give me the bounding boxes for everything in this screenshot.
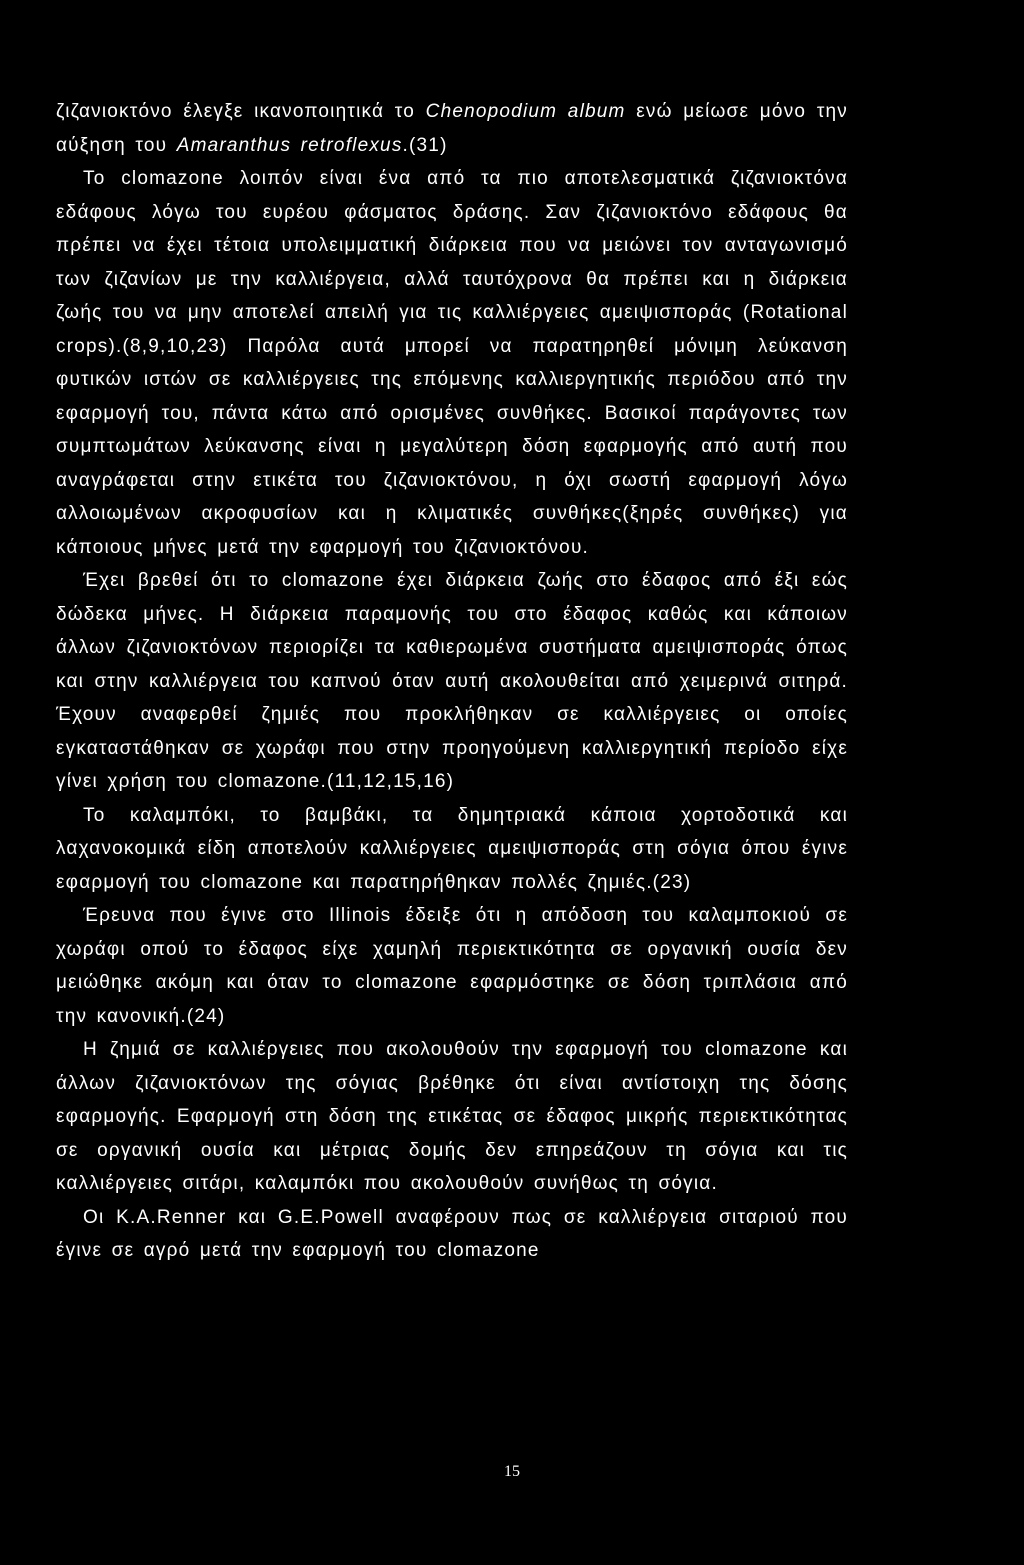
paragraph-text: ζιζανιοκτόνο έλεγξε ικανοποιητικά το xyxy=(56,101,426,122)
paragraph: Έρευνα που έγινε στο Illinois έδειξε ότι η απόδοση του καλαμποκιού σε χωράφι οπού το έδαφος είχε χαμηλή περιεκτικότητα σε οργανική ουσία δεν μειώθηκε ακόμη και όταν το clomazone εφαρμόστηκε σε δόση τριπλάσια από την κανονική.(24) xyxy=(56,905,848,1027)
paragraph: Οι K.A.Renner και G.E.Powell αναφέρουν πως σε καλλιέργεια σιταριού που έγινε σε αγρό μετά την εφαρμογή του clomazone xyxy=(56,1206,848,1261)
paragraph: Το καλαμπόκι, το βαμβάκι, τα δημητριακά κάποια χορτοδοτικά και λαχανοκομικά είδη αποτελούν καλλιέργειες αμειψισποράς στη σόγια όπου έγινε εφαρμογή του clomazone και παρατηρήθηκαν πολλές ζημιές.(23) xyxy=(56,804,848,893)
paragraph: Το clomazone λοιπόν είναι ένα από τα πιο αποτελεσματικά ζιζανιοκτόνα εδάφους λόγω του ευρέου φάσματος δράσης. Σαν ζιζανιοκτόνο εδάφους θα πρέπει να έχει τέτοια υπολειμματική διάρκεια που να μειώνει τον ανταγωνισμό των ζιζανίων με την καλλιέργεια, αλλά ταυτόχρονα θα πρέπει και η διάρκεια ζωής του να μην αποτελεί απειλή για τις καλλιέργειες αμειψισποράς (Rotational crops).(8,9,10,23) Παρόλα αυτά μπορεί να παρατηρηθεί μόνιμη λεύκανση φυτικών ιστών σε καλλιέργειες της επόμενης καλλιεργητικής περιόδου από την εφαρμογή του, πάντα κάτω από ορισμένες συνθήκες. Βασικοί παράγοντες των συμπτωμάτων λεύκανσης είναι η μεγαλύτερη δόση εφαρμογής από αυτή που αναγράφεται στην ετικέτα του ζιζανιοκτόνου, η όχι σωστή εφαρμογή λόγω αλλοιωμένων ακροφυσίων και η κλιματικές συνθήκες(ξηρές συνθήκες) για κάποιους μήνες μετά την εφαρμογή του ζιζανιοκτόνου. xyxy=(56,168,848,558)
paragraph: Έχει βρεθεί ότι το clomazone έχει διάρκεια ζωής στο έδαφος από έξι εώς δώδεκα μήνες. Η διάρκεια παραμονής του στο έδαφος καθώς και κάποιων άλλων ζιζανιοκτόνων περιορίζει τα καθιερωμένα συστήματα αμειψισποράς όπως και στην καλλιέργεια του καπνού όταν αυτή ακολουθείται από χειμερινά σιτηρά. Έχουν αναφερθεί ζημιές που προκλήθηκαν σε καλλιέργειες οι οποίες εγκαταστάθηκαν σε χωράφι που στην προηγούμενη καλλιεργητική περίοδο είχε γίνει χρήση του clomazone.(11,12,15,16) xyxy=(56,570,848,792)
citation: .(31) xyxy=(402,134,448,156)
paragraph: Η ζημιά σε καλλιέργειες που ακολουθούν την εφαρμογή του clomazone και άλλων ζιζανιοκτόνων της σόγιας βρέθηκε ότι είναι αντίστοιχη της δόσης εφαρμογής. Εφαρμογή στη δόση της ετικέτας σε έδαφος μικρής περιεκτικότητας σε οργανική ουσία και μέτριας δομής δεν επηρεάζουν τη σόγια και τις καλλιέργειες σιτάρι, καλαμπόκι που ακολουθούν συνήθως τη σόγια. xyxy=(56,1039,848,1194)
page-number: 15 xyxy=(504,1463,520,1480)
paragraph-text: ενώ μείωσε μόνο την αύξηση του xyxy=(56,101,848,156)
paragraph xyxy=(56,95,848,162)
document-body xyxy=(56,95,848,1268)
species-name: Chenopodium album xyxy=(425,101,626,122)
species-name: Amaranthus retroflexus xyxy=(176,134,403,156)
